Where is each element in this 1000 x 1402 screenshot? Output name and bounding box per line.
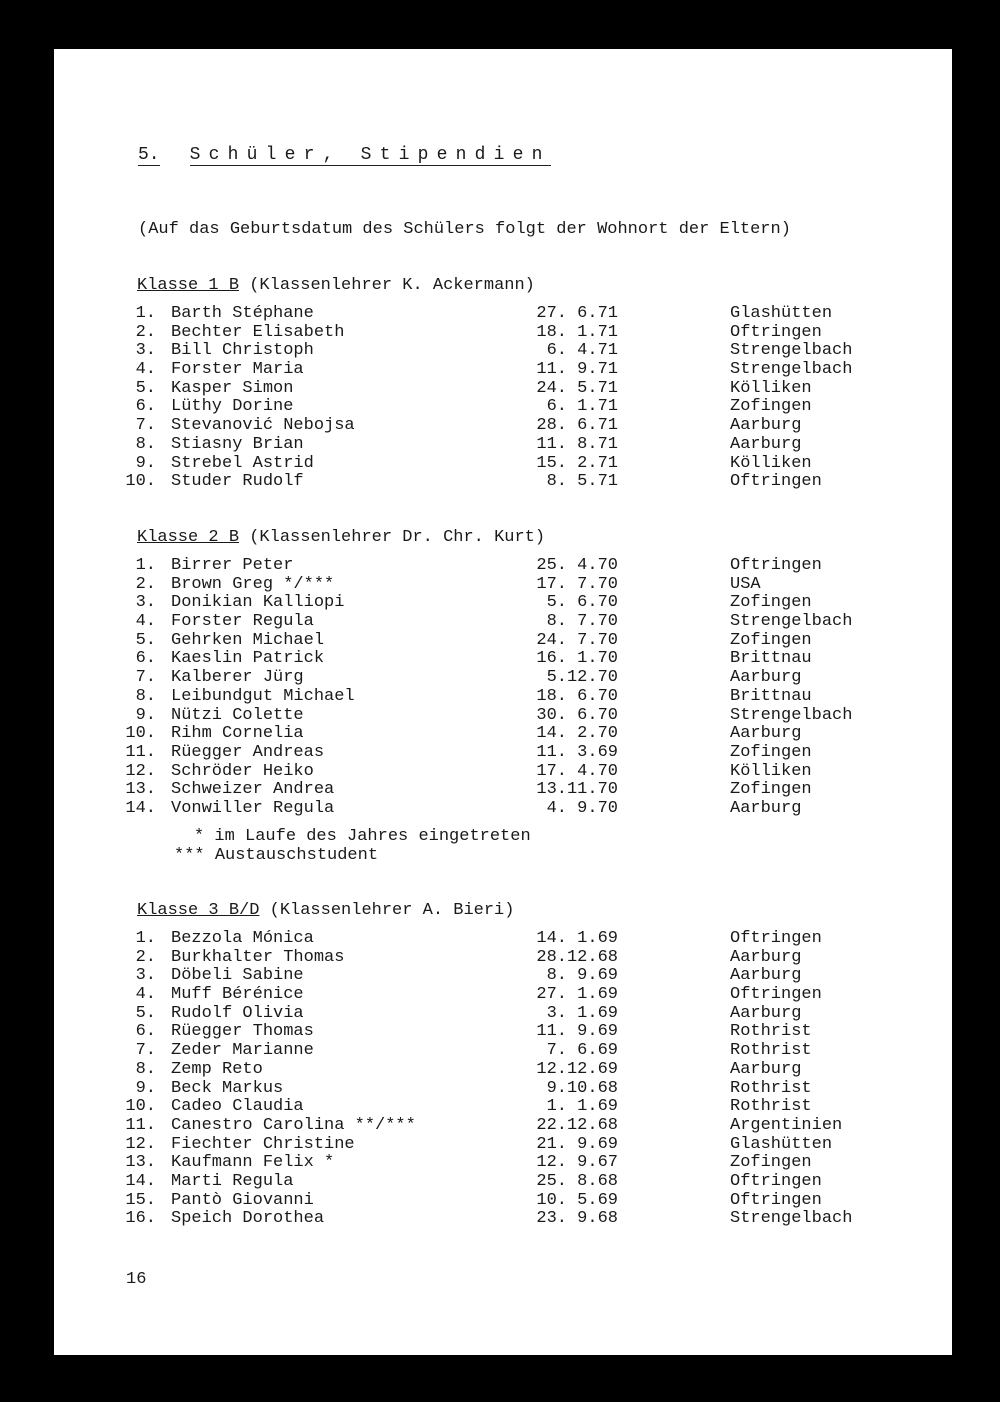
student-row (54, 949, 952, 968)
document-page (54, 49, 952, 1355)
student-index: 6. (135, 649, 156, 669)
student-hometown: Aarburg (730, 966, 802, 986)
student-row (54, 781, 952, 800)
page-number: 16 (126, 1270, 147, 1289)
student-name: Studer Rudolf (171, 472, 304, 492)
student-row (54, 436, 952, 455)
class-name: Klasse 3 B/D (137, 901, 260, 920)
student-index: 12. (125, 1134, 156, 1154)
student-index: 2. (135, 322, 156, 342)
student-index: 2. (135, 574, 156, 594)
student-birthdate: 12.12.69 (536, 1059, 618, 1079)
class-name: Klasse 1 B (137, 276, 240, 295)
student-hometown: Zofingen (730, 1153, 812, 1173)
section-title: Schüler, Stipendien (189, 145, 551, 165)
student-name: Marti Regula (171, 1171, 294, 1191)
student-row (54, 1042, 952, 1061)
student-birthdate: 21. 9.69 (536, 1134, 618, 1154)
student-index: 1. (135, 929, 156, 948)
student-birthdate: 18. 6.70 (536, 686, 618, 706)
student-row (54, 632, 952, 651)
student-hometown: Kölliken (730, 378, 812, 398)
footnote-text: Austauschstudent (214, 846, 379, 865)
student-row (54, 650, 952, 669)
student-index: 7. (135, 416, 156, 436)
student-birthdate: 11. 9.71 (536, 360, 618, 380)
student-birthdate: 27. 1.69 (536, 985, 618, 1005)
student-name: Pantò Giovanni (171, 1190, 314, 1210)
student-index: 2. (135, 947, 156, 967)
student-index: 7. (135, 668, 156, 688)
student-hometown: Rothrist (730, 1041, 812, 1061)
student-birthdate: 28.12.68 (536, 947, 618, 967)
student-name: Barth Stéphane (171, 304, 314, 323)
student-index: 4. (135, 612, 156, 632)
student-row (54, 576, 952, 595)
student-name: Donikian Kalliopi (171, 593, 345, 613)
student-hometown: Zofingen (730, 780, 812, 800)
student-name: Lüthy Dorine (171, 397, 294, 417)
student-hometown: Aarburg (730, 724, 802, 744)
student-row (54, 763, 952, 782)
student-row (54, 324, 952, 343)
student-row (54, 557, 952, 576)
student-hometown: Kölliken (730, 453, 812, 473)
student-hometown: Glashütten (730, 1134, 833, 1154)
student-hometown: Aarburg (730, 947, 802, 967)
student-birthdate: 5.12.70 (546, 668, 618, 688)
student-hometown: Oftringen (730, 556, 822, 575)
student-hometown: Aarburg (730, 1003, 802, 1023)
student-name: Cadeo Claudia (171, 1097, 304, 1117)
section-heading (138, 145, 551, 166)
student-name: Rüegger Thomas (171, 1022, 314, 1042)
student-name: Vonwiller Regula (171, 798, 335, 818)
class-name: Klasse 2 B (137, 528, 240, 547)
student-name: Forster Maria (171, 360, 304, 380)
student-name: Schröder Heiko (171, 761, 314, 781)
student-birthdate: 1. 1.69 (546, 1097, 618, 1117)
student-name: Rihm Cornelia (171, 724, 304, 744)
student-hometown: Rothrist (730, 1022, 812, 1042)
student-index: 13. (125, 1153, 156, 1173)
footnote-mark: *** (174, 846, 205, 865)
intro-note: (Auf das Geburtsdatum des Schülers folgt der Wohnort der Eltern) (138, 220, 791, 239)
student-name: Rudolf Olivia (171, 1003, 304, 1023)
student-name: Leibundgut Michael (171, 686, 355, 706)
student-name: Burkhalter Thomas (171, 947, 345, 967)
student-index: 12. (125, 761, 156, 781)
student-row (54, 707, 952, 726)
student-birthdate: 14. 1.69 (536, 929, 618, 948)
student-hometown: Zofingen (730, 397, 812, 417)
student-hometown: Brittnau (730, 686, 812, 706)
class-teacher: (Klassenlehrer K. Ackermann) (249, 276, 535, 295)
student-row (54, 1080, 952, 1099)
student-birthdate: 30. 6.70 (536, 705, 618, 725)
student-name: Birrer Peter (171, 556, 294, 575)
student-index: 3. (135, 341, 156, 361)
student-row (54, 1005, 952, 1024)
student-hometown: Oftringen (730, 322, 822, 342)
student-hometown: Zofingen (730, 593, 812, 613)
student-index: 10. (125, 724, 156, 744)
student-name: Kalberer Jürg (171, 668, 304, 688)
student-row (54, 688, 952, 707)
student-name: Brown Greg */*** (171, 574, 335, 594)
student-hometown: Oftringen (730, 985, 822, 1005)
student-hometown: Oftringen (730, 929, 822, 948)
student-birthdate: 11. 9.69 (536, 1022, 618, 1042)
student-index: 1. (135, 556, 156, 575)
student-row (54, 1023, 952, 1042)
class-3bd-heading (137, 901, 514, 920)
student-index: 14. (125, 798, 156, 818)
student-name: Fiechter Christine (171, 1134, 355, 1154)
student-birthdate: 16. 1.70 (536, 649, 618, 669)
student-name: Kaufmann Felix * (171, 1153, 335, 1173)
student-birthdate: 15. 2.71 (536, 453, 618, 473)
student-birthdate: 11. 8.71 (536, 434, 618, 454)
student-name: Bezzola Mónica (171, 929, 314, 948)
student-row (54, 1192, 952, 1211)
student-hometown: Aarburg (730, 434, 802, 454)
student-birthdate: 8. 9.69 (546, 966, 618, 986)
student-name: Speich Dorothea (171, 1209, 325, 1229)
student-index: 5. (135, 1003, 156, 1023)
footnote-new-student (194, 827, 531, 846)
student-row (54, 417, 952, 436)
student-name: Kaeslin Patrick (171, 649, 325, 669)
student-index: 16. (125, 1209, 156, 1229)
student-hometown: Aarburg (730, 416, 802, 436)
student-index: 5. (135, 630, 156, 650)
class-2b-heading (137, 528, 545, 547)
student-birthdate: 6. 4.71 (546, 341, 618, 361)
student-row (54, 361, 952, 380)
student-hometown: USA (730, 574, 761, 594)
student-hometown: Zofingen (730, 742, 812, 762)
student-birthdate: 25. 8.68 (536, 1171, 618, 1191)
student-hometown: Brittnau (730, 649, 812, 669)
student-hometown: Strengelbach (730, 1209, 853, 1229)
student-birthdate: 23. 9.68 (536, 1209, 618, 1229)
student-birthdate: 17. 7.70 (536, 574, 618, 594)
student-row (54, 1173, 952, 1192)
student-name: Bill Christoph (171, 341, 314, 361)
student-hometown: Strengelbach (730, 705, 853, 725)
student-birthdate: 9.10.68 (546, 1078, 618, 1098)
student-row (54, 1210, 952, 1229)
student-birthdate: 24. 5.71 (536, 378, 618, 398)
student-row (54, 669, 952, 688)
student-name: Kasper Simon (171, 378, 294, 398)
student-birthdate: 6. 1.71 (546, 397, 618, 417)
student-birthdate: 14. 2.70 (536, 724, 618, 744)
student-row (54, 342, 952, 361)
student-row (54, 613, 952, 632)
student-name: Zemp Reto (171, 1059, 263, 1079)
student-row (54, 967, 952, 986)
student-row (54, 305, 952, 324)
student-hometown: Strengelbach (730, 612, 853, 632)
student-index: 4. (135, 985, 156, 1005)
student-birthdate: 25. 4.70 (536, 556, 618, 575)
class-1b-heading (137, 276, 535, 295)
student-birthdate: 3. 1.69 (546, 1003, 618, 1023)
student-birthdate: 27. 6.71 (536, 304, 618, 323)
class-3bd-roster (54, 930, 952, 1229)
student-index: 1. (135, 304, 156, 323)
student-index: 9. (135, 453, 156, 473)
student-index: 11. (125, 742, 156, 762)
student-row (54, 1136, 952, 1155)
student-hometown: Strengelbach (730, 341, 853, 361)
student-hometown: Rothrist (730, 1078, 812, 1098)
student-birthdate: 4. 9.70 (546, 798, 618, 818)
student-row (54, 725, 952, 744)
student-index: 14. (125, 1171, 156, 1191)
student-index: 9. (135, 705, 156, 725)
student-name: Beck Markus (171, 1078, 284, 1098)
student-row (54, 455, 952, 474)
student-name: Stevanović Nebojsa (171, 416, 355, 436)
student-index: 11. (125, 1115, 156, 1135)
student-hometown: Aarburg (730, 668, 802, 688)
student-name: Rüegger Andreas (171, 742, 325, 762)
footnote-exchange-student (174, 846, 378, 865)
student-birthdate: 13.11.70 (536, 780, 618, 800)
student-index: 5. (135, 378, 156, 398)
student-index: 8. (135, 1059, 156, 1079)
student-row (54, 380, 952, 399)
student-index: 7. (135, 1041, 156, 1061)
student-name: Stiasny Brian (171, 434, 304, 454)
class-teacher: (Klassenlehrer A. Bieri) (269, 901, 515, 920)
student-name: Muff Bérénice (171, 985, 304, 1005)
student-hometown: Zofingen (730, 630, 812, 650)
student-row (54, 1117, 952, 1136)
student-birthdate: 18. 1.71 (536, 322, 618, 342)
student-row (54, 594, 952, 613)
student-index: 6. (135, 1022, 156, 1042)
footnote-text: im Laufe des Jahres eingetreten (214, 827, 531, 846)
student-row (54, 1061, 952, 1080)
student-hometown: Aarburg (730, 798, 802, 818)
student-birthdate: 28. 6.71 (536, 416, 618, 436)
student-index: 15. (125, 1190, 156, 1210)
student-row (54, 800, 952, 819)
student-hometown: Rothrist (730, 1097, 812, 1117)
footnote-mark: * (194, 827, 205, 846)
class-2b-roster (54, 557, 952, 819)
student-birthdate: 10. 5.69 (536, 1190, 618, 1210)
student-index: 8. (135, 434, 156, 454)
student-hometown: Oftringen (730, 1190, 822, 1210)
student-birthdate: 8. 7.70 (546, 612, 618, 632)
student-index: 6. (135, 397, 156, 417)
student-birthdate: 12. 9.67 (536, 1153, 618, 1173)
student-hometown: Strengelbach (730, 360, 853, 380)
student-index: 3. (135, 593, 156, 613)
student-index: 4. (135, 360, 156, 380)
student-birthdate: 17. 4.70 (536, 761, 618, 781)
student-hometown: Argentinien (730, 1115, 843, 1135)
class-1b-roster (54, 305, 952, 492)
student-birthdate: 11. 3.69 (536, 742, 618, 762)
student-index: 10. (125, 1097, 156, 1117)
student-row (54, 986, 952, 1005)
student-name: Bechter Elisabeth (171, 322, 345, 342)
student-name: Nützi Colette (171, 705, 304, 725)
student-birthdate: 8. 5.71 (546, 472, 618, 492)
student-hometown: Kölliken (730, 761, 812, 781)
student-birthdate: 22.12.68 (536, 1115, 618, 1135)
student-birthdate: 5. 6.70 (546, 593, 618, 613)
student-name: Gehrken Michael (171, 630, 325, 650)
student-row (54, 1098, 952, 1117)
student-hometown: Oftringen (730, 472, 822, 492)
student-name: Schweizer Andrea (171, 780, 335, 800)
student-name: Canestro Carolina **/*** (171, 1115, 416, 1135)
student-row (54, 398, 952, 417)
student-index: 13. (125, 780, 156, 800)
student-index: 10. (125, 472, 156, 492)
student-row (54, 473, 952, 492)
student-name: Forster Regula (171, 612, 314, 632)
student-row (54, 930, 952, 949)
student-hometown: Aarburg (730, 1059, 802, 1079)
student-index: 8. (135, 686, 156, 706)
student-hometown: Oftringen (730, 1171, 822, 1191)
class-teacher: (Klassenlehrer Dr. Chr. Kurt) (249, 528, 546, 547)
student-index: 3. (135, 966, 156, 986)
student-name: Döbeli Sabine (171, 966, 304, 986)
student-hometown: Glashütten (730, 304, 833, 323)
student-birthdate: 24. 7.70 (536, 630, 618, 650)
section-number: 5. (138, 145, 160, 165)
student-birthdate: 7. 6.69 (546, 1041, 618, 1061)
student-index: 9. (135, 1078, 156, 1098)
student-name: Zeder Marianne (171, 1041, 314, 1061)
student-row (54, 744, 952, 763)
student-name: Strebel Astrid (171, 453, 314, 473)
student-row (54, 1154, 952, 1173)
